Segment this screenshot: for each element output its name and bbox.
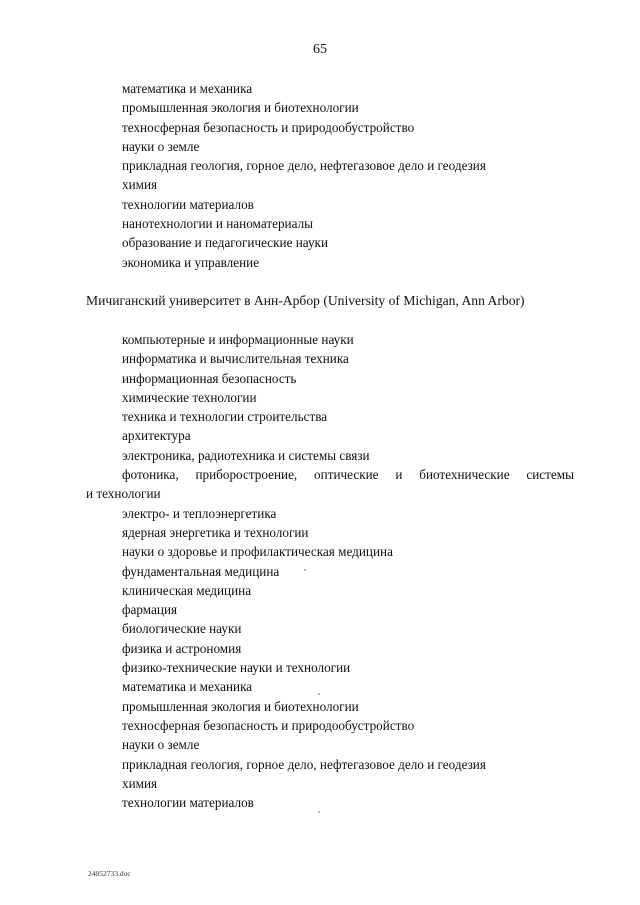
list-item: электро- и теплоэнергетика bbox=[122, 505, 277, 521]
list-item: техносферная безопасность и природообустройство bbox=[122, 717, 415, 733]
list-item: ядерная энергетика и технологии bbox=[122, 524, 309, 540]
list-item: науки о земле bbox=[122, 737, 200, 753]
list-item: науки о здоровье и профилактическая медицина bbox=[122, 544, 393, 560]
list-item: фармация bbox=[122, 602, 178, 618]
list-item: техносферная безопасность и природообустройство bbox=[122, 119, 415, 135]
discipline-list-previous bbox=[122, 79, 486, 272]
list-item: математика и механика bbox=[122, 81, 253, 96]
list-item: электроника, радиотехника и системы связи bbox=[122, 447, 370, 463]
list-item: экономика и управление bbox=[122, 254, 260, 270]
scan-speck bbox=[318, 693, 320, 695]
university-heading: Мичиганский университет в Анн-Арбор (University of Michigan, Ann Arbor) bbox=[86, 293, 525, 308]
list-item: химические технологии bbox=[122, 389, 257, 405]
list-item: технологии материалов bbox=[122, 795, 254, 811]
list-item: физика и астрономия bbox=[122, 640, 242, 656]
list-item: биологические науки bbox=[122, 621, 242, 637]
page-number: 65 bbox=[313, 42, 327, 57]
list-item: химия bbox=[122, 775, 158, 791]
scan-speck bbox=[318, 811, 320, 813]
list-item: математика и механика bbox=[122, 679, 253, 695]
list-item: клиническая медицина bbox=[122, 582, 252, 598]
list-item: прикладная геология, горное дело, нефтегазовое дело и геодезия bbox=[122, 158, 486, 174]
list-item: компьютерные и информационные науки bbox=[122, 332, 354, 347]
list-item: техника и технологии строительства bbox=[122, 409, 328, 425]
list-item: технологии материалов bbox=[122, 196, 254, 212]
list-item: фундаментальная медицина bbox=[122, 563, 280, 579]
list-item: науки о земле bbox=[122, 138, 200, 154]
list-item: химия bbox=[122, 177, 158, 193]
list-item: фотоника, приборостроение, оптические и биотехнические системы и технологии bbox=[86, 467, 574, 502]
list-item: промышленная экология и биотехнологии bbox=[122, 698, 359, 714]
list-item: прикладная геология, горное дело, нефтегазовое дело и геодезия bbox=[122, 756, 486, 772]
list-item: образование и педагогические науки bbox=[122, 235, 329, 251]
list-item: информационная безопасность bbox=[122, 370, 297, 386]
list-item: физико-технические науки и технологии bbox=[122, 660, 351, 676]
list-item: информатика и вычислительная техника bbox=[122, 351, 349, 367]
list-item: промышленная экология и биотехнологии bbox=[122, 100, 359, 116]
discipline-list-michigan bbox=[86, 330, 574, 812]
footer-filename: 24052733.doc bbox=[88, 869, 131, 878]
scan-speck bbox=[304, 569, 306, 571]
list-item: архитектура bbox=[122, 428, 191, 444]
list-item: нанотехнологии и наноматериалы bbox=[122, 216, 314, 232]
